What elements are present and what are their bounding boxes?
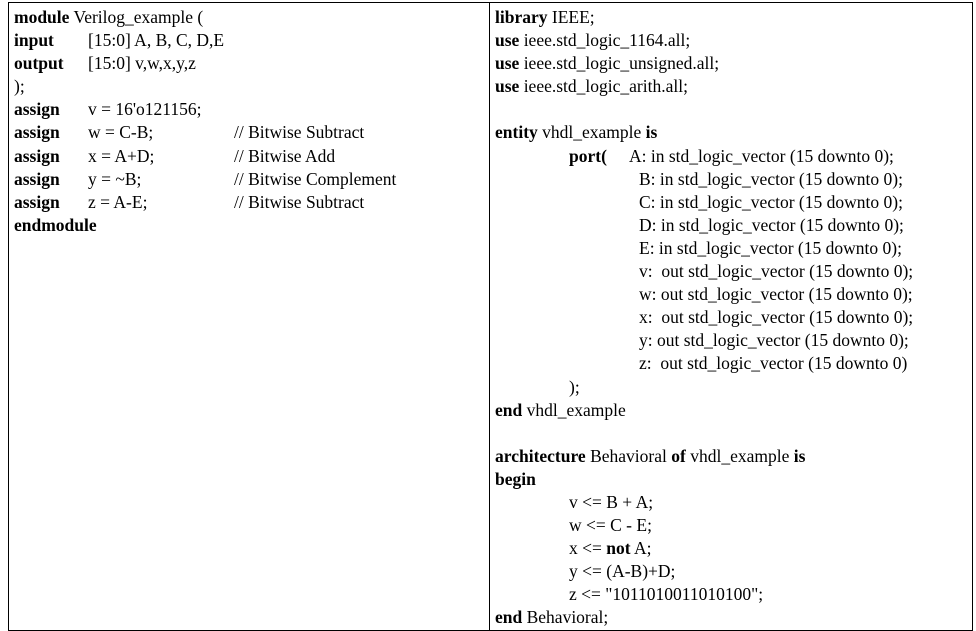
assign-expression: w = C-B; (88, 122, 154, 143)
vhdl-begin-line (495, 468, 972, 491)
output-ports: [15:0] v,w,x,y,z (88, 53, 196, 74)
code-comment: // Bitwise Subtract (234, 191, 365, 212)
module-declaration: Verilog_example ( (73, 7, 204, 27)
verilog-close-paren: ); (14, 76, 25, 97)
keyword-end: end (495, 399, 523, 420)
keyword-begin: begin (495, 468, 536, 489)
vhdl-architecture-line (495, 445, 972, 468)
keyword-assign: assign (14, 168, 60, 189)
vhdl-port-line (495, 168, 972, 191)
keyword-end: end (495, 607, 523, 628)
end-entity-name: vhdl_example (526, 399, 626, 420)
keyword-is: is (793, 445, 806, 466)
keyword-module: module (14, 7, 70, 27)
assign-expression: y = ~B; (88, 168, 142, 189)
keyword-use: use (495, 30, 520, 51)
vhdl-entity-line (495, 121, 972, 144)
vhdl-statement-w: w <= C - E; (569, 515, 652, 536)
vhdl-port-line (495, 260, 972, 283)
vhdl-statement-z: z <= "1011010011010100"; (569, 584, 764, 605)
verilog-endmodule-line (14, 214, 489, 237)
port-decl: x: out std_logic_vector (15 downto 0); (639, 307, 914, 328)
architecture-name: Behavioral (590, 445, 667, 466)
keyword-architecture: architecture (495, 445, 586, 466)
statement-x-prefix: x <= (569, 538, 607, 559)
verilog-code (9, 3, 489, 237)
keyword-endmodule: endmodule (14, 214, 97, 235)
keyword-library: library (495, 7, 548, 27)
keyword-input: input (14, 30, 54, 51)
vhdl-port-line (495, 283, 972, 306)
vhdl-port-line (495, 306, 972, 329)
verilog-output-line (14, 52, 489, 75)
keyword-entity: entity (495, 122, 538, 143)
vhdl-statement-v: v <= B + A; (569, 491, 654, 512)
code-comparison-table (8, 2, 973, 631)
assign-expression: x = A+D; (88, 145, 155, 166)
vhdl-end-entity-line (495, 399, 972, 422)
vhdl-port-line (495, 191, 972, 214)
verilog-assign-line (14, 98, 489, 121)
verilog-assign-line (14, 191, 489, 214)
code-comment: // Bitwise Complement (234, 168, 397, 189)
port-decl: B: in std_logic_vector (15 downto 0); (639, 168, 903, 189)
verilog-module-line (14, 6, 489, 29)
vhdl-port-close: ); (569, 376, 580, 397)
vhdl-library-line (495, 6, 972, 29)
port-decl: z: out std_logic_vector (15 downto 0) (639, 353, 908, 374)
port-decl: v: out std_logic_vector (15 downto 0); (639, 261, 914, 282)
vhdl-port-line (495, 329, 972, 352)
blank-line (495, 422, 972, 445)
end-architecture-name: Behavioral; (526, 607, 609, 628)
vhdl-use-line (495, 75, 972, 98)
vhdl-code (490, 3, 972, 630)
blank-line (495, 98, 972, 121)
port-decl: D: in std_logic_vector (15 downto 0); (639, 214, 904, 235)
verilog-cell (9, 3, 490, 631)
use-package: ieee.std_logic_unsigned.all; (523, 53, 720, 74)
use-package: ieee.std_logic_1164.all; (523, 30, 691, 51)
keyword-port: port( (569, 145, 607, 166)
code-comment: // Bitwise Add (234, 145, 336, 166)
verilog-assign-line (14, 145, 489, 168)
keyword-assign: assign (14, 122, 60, 143)
use-package: ieee.std_logic_arith.all; (523, 76, 688, 97)
vhdl-port-line (495, 237, 972, 260)
vhdl-port-line (495, 352, 972, 375)
architecture-entity: vhdl_example (690, 445, 790, 466)
entity-name: vhdl_example (542, 122, 642, 143)
port-decl: w: out std_logic_vector (15 downto 0); (639, 284, 913, 305)
vhdl-use-line (495, 29, 972, 52)
verilog-input-line (14, 29, 489, 52)
port-decl: y: out std_logic_vector (15 downto 0); (639, 330, 909, 351)
port-decl: E: in std_logic_vector (15 downto 0); (639, 237, 902, 258)
keyword-assign: assign (14, 99, 60, 120)
vhdl-end-arch-line (495, 606, 972, 629)
port-decl: A: in std_logic_vector (15 downto 0); (629, 145, 894, 166)
input-ports: [15:0] A, B, C, D,E (88, 30, 225, 51)
verilog-assign-line (14, 168, 489, 191)
port-decl: C: in std_logic_vector (15 downto 0); (639, 191, 903, 212)
vhdl-statement-x (495, 537, 972, 560)
keyword-assign: assign (14, 145, 60, 166)
vhdl-use-line (495, 52, 972, 75)
code-comment: // Bitwise Subtract (234, 122, 365, 143)
vhdl-statement-y: y <= (A-B)+D; (569, 561, 676, 582)
keyword-use: use (495, 76, 520, 97)
statement-x-suffix: A; (630, 538, 652, 559)
vhdl-port-line (495, 214, 972, 237)
keyword-use: use (495, 53, 520, 74)
keyword-output: output (14, 53, 64, 74)
verilog-assign-line (14, 121, 489, 144)
keyword-is: is (645, 122, 658, 143)
assign-expression: z = A-E; (88, 191, 148, 212)
vhdl-cell (490, 3, 973, 631)
library-name: IEEE; (551, 7, 595, 27)
assign-expression: v = 16'o121156; (88, 99, 202, 120)
keyword-not: not (606, 538, 631, 559)
keyword-of: of (671, 445, 686, 466)
keyword-assign: assign (14, 191, 60, 212)
vhdl-port-line (495, 145, 972, 168)
